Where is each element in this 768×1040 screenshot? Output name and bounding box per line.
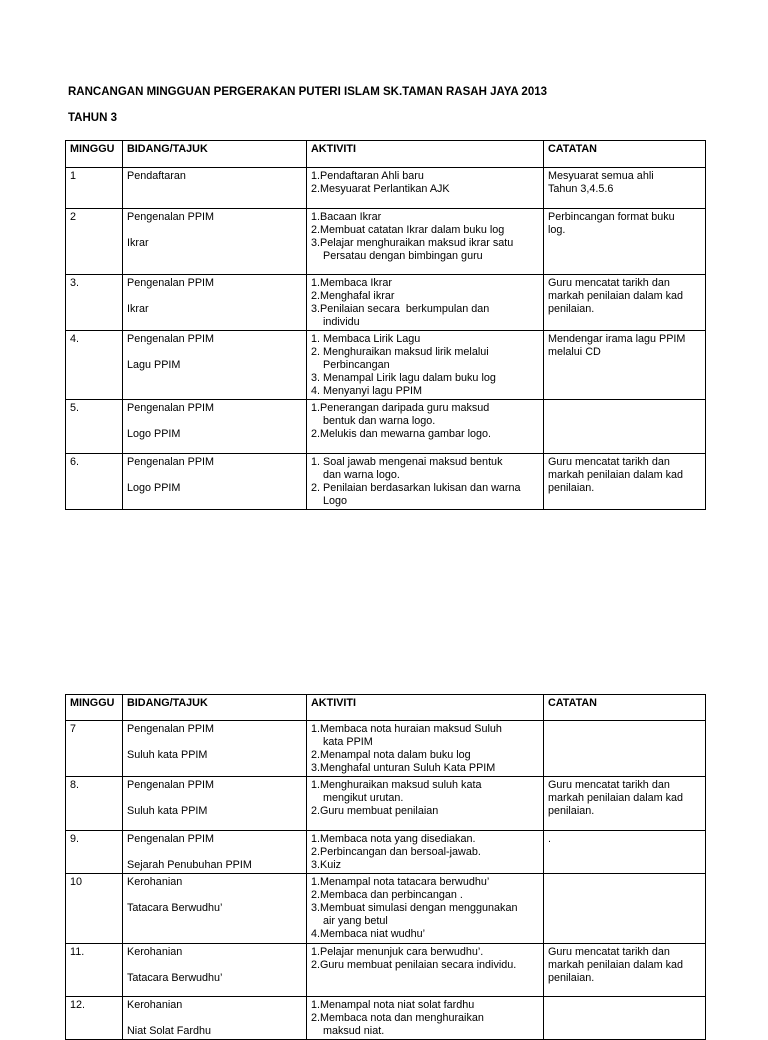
- bidang-topic: Logo PPIM: [127, 428, 181, 440]
- aktiviti-line: 1.Bacaan Ikrar: [311, 211, 382, 223]
- bidang-cell: [123, 168, 307, 209]
- line-gap: [127, 959, 302, 972]
- bidang-title: Pengenalan PPIM: [127, 402, 215, 414]
- table-header-row: [66, 141, 706, 168]
- aktiviti-line: 2.Melukis dan mewarna gambar logo.: [311, 428, 492, 440]
- bidang-cell: [123, 874, 307, 944]
- line-gap: [127, 224, 302, 237]
- aktiviti-line: 1.Menampal nota tatacara berwudhu’: [311, 876, 490, 888]
- table-row: [66, 944, 706, 997]
- line-gap: [127, 889, 302, 902]
- table-row: [66, 874, 706, 944]
- table-row: [66, 275, 706, 331]
- bidang-title: Kerohanian: [127, 876, 183, 888]
- aktiviti-line: Perbincangan: [323, 359, 390, 371]
- catatan-line: Guru mencatat tarikh dan: [548, 946, 670, 958]
- aktiviti-line: maksud niat.: [323, 1025, 385, 1037]
- bidang-cell: [123, 831, 307, 874]
- header-bidang: BIDANG/TAJUK: [123, 695, 307, 721]
- aktiviti-line: 2.Membaca dan perbincangan .: [311, 889, 463, 901]
- aktiviti-cell: [307, 331, 544, 400]
- aktiviti-line: 2.Menampal nota dalam buku log: [311, 749, 471, 761]
- aktiviti-line: 1.Menghuraikan maksud suluh kata: [311, 779, 482, 791]
- bidang-title: Pengenalan PPIM: [127, 277, 215, 289]
- catatan-line: melalui CD: [548, 346, 601, 358]
- catatan-cell: [544, 777, 706, 831]
- catatan-line: markah penilaian dalam kad: [548, 792, 684, 804]
- header-bidang: BIDANG/TAJUK: [123, 141, 307, 168]
- bidang-topic: Ikrar: [127, 303, 149, 315]
- catatan-cell: [544, 454, 706, 510]
- catatan-line: markah penilaian dalam kad: [548, 290, 684, 302]
- bidang-cell: [123, 275, 307, 331]
- aktiviti-line: 2.Membuat catatan Ikrar dalam buku log: [311, 224, 505, 236]
- aktiviti-line: 2.Guru membuat penilaian secara individu.: [311, 959, 517, 971]
- bidang-title: Pengenalan PPIM: [127, 333, 215, 345]
- catatan-line: Perbincangan format buku: [548, 211, 675, 223]
- minggu-cell: 2: [66, 209, 123, 275]
- aktiviti-line: 1.Pelajar menunjuk cara berwudhu’.: [311, 946, 484, 958]
- line-gap: [127, 736, 302, 749]
- table-row: [66, 777, 706, 831]
- aktiviti-line: 3.Pelajar menghuraikan maksud ikrar satu: [311, 237, 514, 249]
- minggu-cell: 8.: [66, 777, 123, 831]
- bidang-topic: Tatacara Berwudhu’: [127, 972, 223, 984]
- aktiviti-cell: [307, 168, 544, 209]
- aktiviti-line: individu: [323, 316, 360, 328]
- bidang-topic: Sejarah Penubuhan PPIM: [127, 859, 252, 871]
- catatan-cell: [544, 400, 706, 454]
- header-aktiviti: AKTIVITI: [307, 141, 544, 168]
- aktiviti-cell: [307, 944, 544, 997]
- header-aktiviti: AKTIVITI: [307, 695, 544, 721]
- minggu-cell: 9.: [66, 831, 123, 874]
- bidang-title: Pengenalan PPIM: [127, 723, 215, 735]
- aktiviti-line: 1.Menampal nota niat solat fardhu: [311, 999, 475, 1011]
- header-catatan: CATATAN: [544, 141, 706, 168]
- catatan-line: Guru mencatat tarikh dan: [548, 456, 670, 468]
- aktiviti-line: 2.Guru membuat penilaian: [311, 805, 439, 817]
- catatan-line: Mesyuarat semua ahli: [548, 170, 654, 182]
- minggu-cell: 3.: [66, 275, 123, 331]
- aktiviti-line: air yang betul: [323, 915, 388, 927]
- bidang-cell: [123, 400, 307, 454]
- aktiviti-line: 3.Kuiz: [311, 859, 342, 871]
- aktiviti-cell: [307, 400, 544, 454]
- minggu-cell: 4.: [66, 331, 123, 400]
- aktiviti-line: 2.Membaca nota dan menghuraikan: [311, 1012, 484, 1024]
- line-gap: [127, 415, 302, 428]
- table-row: [66, 331, 706, 400]
- aktiviti-line: mengikut urutan.: [323, 792, 404, 804]
- table-row: [66, 400, 706, 454]
- aktiviti-line: dan warna logo.: [323, 469, 400, 481]
- catatan-cell: [544, 721, 706, 777]
- line-gap: [127, 846, 302, 859]
- aktiviti-line: 1. Soal jawab mengenai maksud bentuk: [311, 456, 503, 468]
- header-minggu: MINGGU: [66, 141, 123, 168]
- bidang-cell: [123, 721, 307, 777]
- aktiviti-line: 3.Membuat simulasi dengan menggunakan: [311, 902, 518, 914]
- aktiviti-line: 3.Penilaian secara berkumpulan dan: [311, 303, 490, 315]
- bidang-cell: [123, 454, 307, 510]
- catatan-cell: [544, 331, 706, 400]
- bidang-topic: Lagu PPIM: [127, 359, 181, 371]
- catatan-line: penilaian.: [548, 303, 595, 315]
- catatan-cell: [544, 874, 706, 944]
- minggu-cell: 12.: [66, 997, 123, 1040]
- catatan-cell: [544, 997, 706, 1040]
- aktiviti-line: Logo: [323, 495, 348, 507]
- aktiviti-line: 1.Pendaftaran Ahli baru: [311, 170, 424, 182]
- table-row: [66, 721, 706, 777]
- table-row: [66, 209, 706, 275]
- aktiviti-line: 1.Membaca Ikrar: [311, 277, 393, 289]
- catatan-cell: [544, 944, 706, 997]
- header-minggu: MINGGU: [66, 695, 123, 721]
- bidang-title: Pendaftaran: [127, 170, 186, 182]
- bidang-title: Pengenalan PPIM: [127, 779, 215, 791]
- aktiviti-cell: [307, 874, 544, 944]
- bidang-title: Kerohanian: [127, 999, 183, 1011]
- bidang-topic: Suluh kata PPIM: [127, 749, 208, 761]
- aktiviti-cell: [307, 721, 544, 777]
- page-title: RANCANGAN MINGGUAN PERGERAKAN PUTERI ISLAM SK.TAMAN RASAH JAYA 2013: [68, 86, 548, 98]
- weekly-plan-table-2: [65, 694, 706, 1040]
- aktiviti-line: 3. Menampal Lirik lagu dalam buku log: [311, 372, 496, 384]
- bidang-title: Kerohanian: [127, 946, 183, 958]
- table-row: [66, 997, 706, 1040]
- aktiviti-line: 2.Menghafal ikrar: [311, 290, 395, 302]
- bidang-topic: Niat Solat Fardhu: [127, 1025, 212, 1037]
- aktiviti-line: 1.Membaca nota yang disediakan.: [311, 833, 476, 845]
- minggu-cell: 7: [66, 721, 123, 777]
- aktiviti-cell: [307, 831, 544, 874]
- line-gap: [127, 346, 302, 359]
- bidang-topic: Suluh kata PPIM: [127, 805, 208, 817]
- aktiviti-line: kata PPIM: [323, 736, 373, 748]
- minggu-cell: 6.: [66, 454, 123, 510]
- bidang-cell: [123, 331, 307, 400]
- bidang-topic: Ikrar: [127, 237, 149, 249]
- minggu-cell: 5.: [66, 400, 123, 454]
- aktiviti-cell: [307, 209, 544, 275]
- catatan-line: log.: [548, 224, 566, 236]
- page-subtitle: TAHUN 3: [68, 112, 117, 124]
- catatan-line: penilaian.: [548, 805, 595, 817]
- bidang-title: Pengenalan PPIM: [127, 211, 215, 223]
- aktiviti-cell: [307, 275, 544, 331]
- catatan-line: penilaian.: [548, 482, 595, 494]
- line-gap: [127, 469, 302, 482]
- catatan-line: .: [548, 833, 551, 845]
- bidang-cell: [123, 997, 307, 1040]
- table-row: [66, 454, 706, 510]
- aktiviti-line: 2. Penilaian berdasarkan lukisan dan warna: [311, 482, 521, 494]
- catatan-line: Mendengar irama lagu PPIM: [548, 333, 686, 345]
- aktiviti-line: 2.Perbincangan dan bersoal-jawab.: [311, 846, 481, 858]
- catatan-line: Guru mencatat tarikh dan: [548, 779, 670, 791]
- minggu-cell: 10: [66, 874, 123, 944]
- bidang-title: Pengenalan PPIM: [127, 456, 215, 468]
- weekly-plan-table-1: [65, 140, 706, 510]
- aktiviti-line: 2.Mesyuarat Perlantikan AJK: [311, 183, 450, 195]
- aktiviti-line: 4.Membaca niat wudhu’: [311, 928, 426, 940]
- table-row: [66, 831, 706, 874]
- aktiviti-cell: [307, 454, 544, 510]
- line-gap: [127, 1012, 302, 1025]
- aktiviti-line: 1. Membaca Lirik Lagu: [311, 333, 421, 345]
- bidang-topic: Logo PPIM: [127, 482, 181, 494]
- bidang-cell: [123, 777, 307, 831]
- minggu-cell: 11.: [66, 944, 123, 997]
- aktiviti-line: Persatau dengan bimbingan guru: [323, 250, 483, 262]
- header-catatan: CATATAN: [544, 695, 706, 721]
- catatan-cell: [544, 275, 706, 331]
- catatan-line: markah penilaian dalam kad: [548, 469, 684, 481]
- aktiviti-line: 1.Membaca nota huraian maksud Suluh: [311, 723, 502, 735]
- bidang-title: Pengenalan PPIM: [127, 833, 215, 845]
- catatan-line: Guru mencatat tarikh dan: [548, 277, 670, 289]
- line-gap: [127, 290, 302, 303]
- line-gap: [127, 792, 302, 805]
- aktiviti-cell: [307, 997, 544, 1040]
- minggu-cell: 1: [66, 168, 123, 209]
- catatan-line: penilaian.: [548, 972, 595, 984]
- table-row: [66, 168, 706, 209]
- bidang-topic: Tatacara Berwudhu’: [127, 902, 223, 914]
- table-header-row: [66, 695, 706, 721]
- aktiviti-line: bentuk dan warna logo.: [323, 415, 436, 427]
- bidang-cell: [123, 944, 307, 997]
- catatan-cell: [544, 168, 706, 209]
- bidang-cell: [123, 209, 307, 275]
- aktiviti-line: 4. Menyanyi lagu PPIM: [311, 385, 423, 397]
- catatan-line: Tahun 3,4.5.6: [548, 183, 614, 195]
- aktiviti-line: 1.Penerangan daripada guru maksud: [311, 402, 490, 414]
- aktiviti-line: 3.Menghafal unturan Suluh Kata PPIM: [311, 762, 496, 774]
- catatan-cell: [544, 831, 706, 874]
- catatan-cell: [544, 209, 706, 275]
- aktiviti-cell: [307, 777, 544, 831]
- catatan-line: markah penilaian dalam kad: [548, 959, 684, 971]
- aktiviti-line: 2. Menghuraikan maksud lirik melalui: [311, 346, 489, 358]
